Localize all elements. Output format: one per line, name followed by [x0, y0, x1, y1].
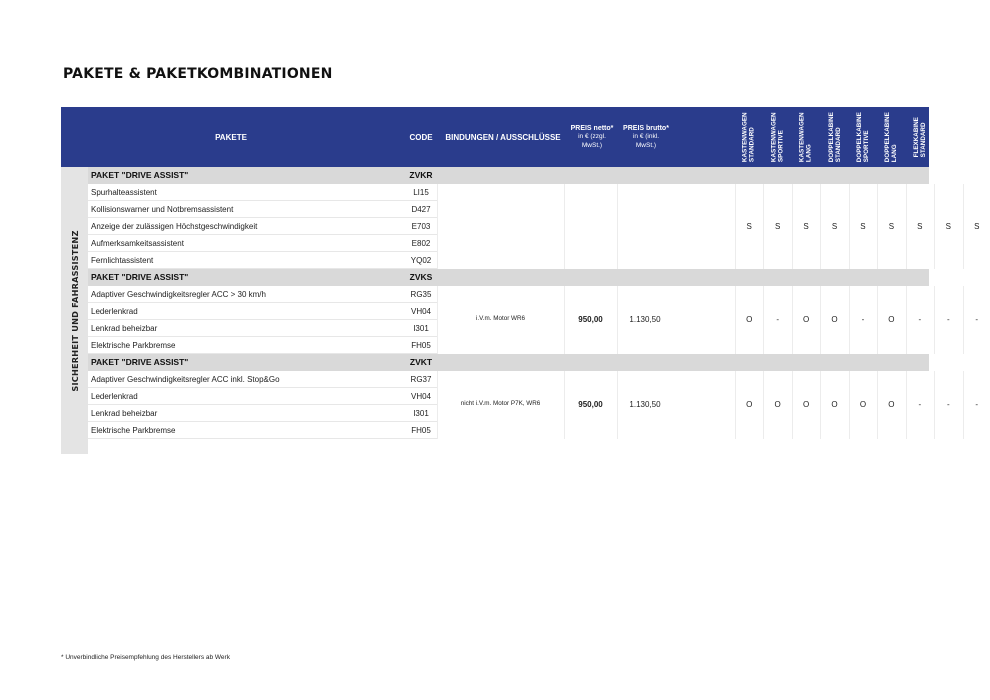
item-name: Adaptiver Geschwindigkeitsregler ACC inkl. Stop&Go [91, 375, 280, 384]
header-variant-line2: LANG [891, 144, 899, 163]
availability-cell: - [776, 315, 779, 324]
item-code: VH04 [410, 392, 431, 401]
package-name: PAKET "DRIVE ASSIST" [91, 272, 189, 282]
column-separator [617, 184, 618, 269]
package-preis-netto: 950,00 [578, 315, 603, 324]
header-variant-line1: KASTENWAGEN [742, 112, 750, 162]
header-preis-netto [565, 107, 619, 167]
availability-cell: - [975, 400, 979, 409]
availability-cell: O [831, 400, 838, 409]
header-variant-line2: SPORTIVE [777, 130, 785, 162]
table-row [88, 405, 437, 422]
item-code: LI15 [413, 188, 429, 197]
package-code: ZVKT [409, 357, 433, 367]
header-variant [963, 107, 990, 167]
header-variant-text [941, 117, 955, 157]
header-preis-netto-sub2: MwSt.) [581, 141, 603, 149]
availability-cell: S [974, 221, 980, 231]
header-preis-brutto-label: PREIS brutto* [623, 124, 669, 132]
section-label: SICHERHEIT UND FAHRASSISTENZ [69, 229, 80, 392]
header-code: CODE [409, 132, 433, 142]
availability-cell: O [746, 315, 753, 324]
item-name: Lenkrad beheizbar [91, 324, 158, 333]
header-variant-line2: FAHRGESTELL [976, 113, 984, 161]
header-pakete: PAKETE [215, 132, 247, 142]
table-row [88, 422, 437, 439]
header-variant-line1: KASTENWAGEN [770, 112, 778, 162]
header-variant-line1: FLEXKABINE [912, 116, 920, 158]
header-variant-line1: KASTENWAGEN [798, 112, 806, 162]
availability-cell: O [888, 315, 895, 324]
item-code: FH05 [411, 341, 431, 350]
header-variant [735, 107, 764, 167]
header-preis-netto-label: PREIS netto* [570, 124, 614, 132]
item-code: FH05 [411, 426, 431, 435]
table-row [88, 252, 437, 269]
item-code: RG35 [410, 290, 432, 299]
item-name: Lederlenkrad [91, 307, 138, 316]
availability-cell: - [918, 400, 922, 409]
header-variant [906, 107, 935, 167]
package-name: PAKET "DRIVE ASSIST" [91, 170, 189, 180]
header-variant-text [771, 112, 785, 162]
availability-cell: - [975, 315, 979, 324]
availability-cell: S [831, 221, 838, 231]
availability-cell: S [945, 221, 951, 231]
header-variant [877, 107, 906, 167]
header-variant-text [970, 114, 984, 160]
item-code: YQ02 [410, 256, 432, 265]
availability-cell: O [774, 400, 781, 409]
table-row [88, 371, 437, 388]
package-code: ZVKS [409, 272, 433, 282]
availability-cell: O [859, 400, 867, 409]
header-preis-brutto-sub1: in € (inkl. [632, 132, 659, 140]
availability-cell: S [803, 221, 809, 231]
header-variant-line2: LANG [948, 139, 956, 158]
availability-cell: S [746, 221, 752, 231]
item-name: Lenkrad beheizbar [91, 409, 158, 418]
table-row [88, 218, 437, 235]
package-header [88, 354, 929, 371]
availability-cell: S [774, 221, 781, 231]
header-variant-line2: STANDARD [834, 127, 842, 163]
header-variant [792, 107, 821, 167]
availability-cell: S [917, 221, 923, 231]
header-preis-brutto-sub2: MwSt.) [635, 141, 657, 149]
package-preis-brutto: 1.130,50 [629, 315, 661, 324]
item-name: Fernlichtassistent [91, 256, 154, 265]
header-variant-text [884, 112, 898, 162]
table-row [88, 337, 437, 354]
availability-cell: O [802, 400, 810, 409]
header-variant-line1: DOPPELKABINE [855, 111, 863, 163]
availability-cell: - [946, 315, 950, 324]
package-header [88, 167, 929, 184]
item-name: Adaptiver Geschwindigkeitsregler ACC > 30 km/h [91, 290, 266, 299]
item-code: E703 [411, 222, 431, 231]
package-name: PAKET "DRIVE ASSIST" [91, 357, 189, 367]
header-variant-line1: DOPPELKABINE [884, 111, 892, 163]
table-row [88, 320, 437, 337]
package-preis-brutto: 1.130,50 [629, 400, 661, 409]
item-code: D427 [411, 205, 431, 214]
availability-cell: - [861, 315, 865, 324]
header-bindungen: BINDUNGEN / AUSSCHLÜSSE [445, 132, 561, 142]
item-name: Anzeige der zulässigen Höchstgeschwindigkeit [91, 222, 258, 231]
package-preis-netto: 950,00 [578, 400, 603, 409]
header-variant-text [856, 112, 870, 162]
availability-cell: O [888, 400, 895, 409]
package-header [88, 269, 929, 286]
header-variant [849, 107, 878, 167]
table-row [88, 303, 437, 320]
header-variant-line2: LANG [806, 144, 814, 162]
header-variant-text [742, 112, 756, 162]
item-code: RG37 [410, 375, 432, 384]
header-variant-text [799, 112, 813, 162]
item-name: Elektrische Parkbremse [91, 426, 176, 435]
item-name: Kollisionswarner und Notbremsassistent [91, 205, 234, 214]
package-bindungen: nicht i.V.m. Motor P7K, WR6 [460, 400, 541, 407]
item-name: Lederlenkrad [91, 392, 138, 401]
availability-cell: O [831, 315, 838, 324]
header-variant [934, 107, 963, 167]
header-variant [763, 107, 792, 167]
header-variant-text [913, 117, 927, 157]
header-variant-line2: STANDARD [919, 122, 927, 158]
table-row [88, 388, 437, 405]
availability-cell: - [946, 400, 950, 409]
package-bindungen: i.V.m. Motor WR6 [475, 315, 526, 322]
availability-cell: S [860, 221, 866, 231]
availability-cell: - [918, 315, 922, 324]
header-preis-netto-sub1: in € (zzgl. [578, 132, 606, 140]
table-row [88, 235, 437, 252]
item-name: Aufmerksamkeitsassistent [91, 239, 184, 248]
item-code: I301 [413, 324, 429, 333]
header-variant-line2: STANDARD [749, 126, 757, 162]
table-header [61, 107, 984, 167]
header-preis-brutto [619, 107, 673, 167]
item-name: Spurhalteassistent [91, 188, 157, 197]
header-variant-text [827, 112, 841, 162]
page-title: PAKETE & PAKETKOMBINATIONEN [63, 66, 333, 82]
availability-cell: O [802, 315, 810, 324]
availability-cell: S [888, 221, 895, 231]
table-row [88, 184, 437, 201]
header-variant [820, 107, 849, 167]
column-separator [564, 184, 565, 269]
item-code: I301 [413, 409, 429, 418]
table-row [88, 286, 437, 303]
availability-cell: O [746, 400, 753, 409]
item-code: VH04 [410, 307, 431, 316]
footnote: * Unverbindliche Preisempfehlung des Herstellers ab Werk [61, 654, 230, 661]
header-variant-line1: FLEXKABINE [941, 116, 949, 158]
header-variant-line1: PLATTFORM- [969, 119, 977, 161]
header-variant-line2: SPORTIVE [863, 130, 871, 163]
column-separator [437, 184, 438, 269]
package-code: ZVKR [409, 170, 433, 180]
header-variant-line1: DOPPELKABINE [827, 111, 835, 163]
item-code: E802 [411, 239, 431, 248]
table-row [88, 201, 437, 218]
item-name: Elektrische Parkbremse [91, 341, 176, 350]
